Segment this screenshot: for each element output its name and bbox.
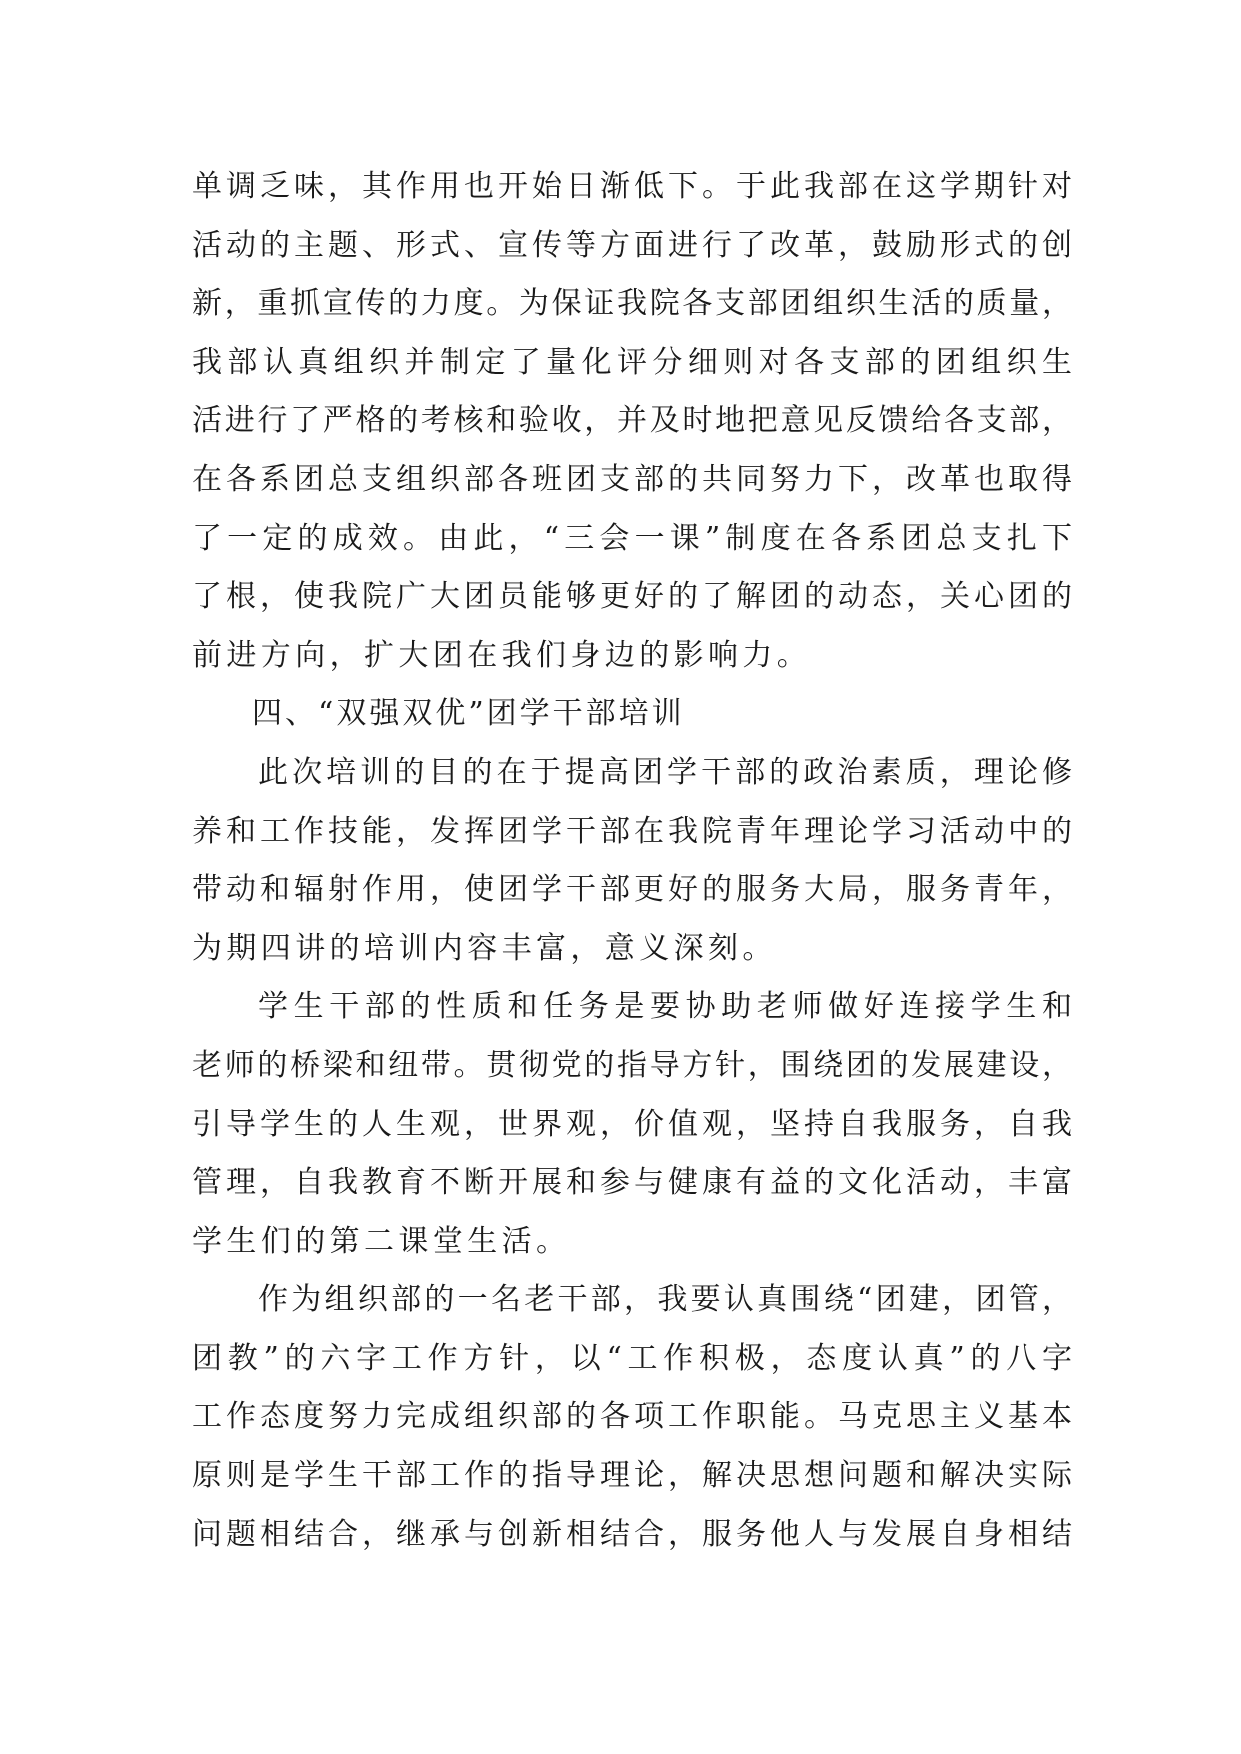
section-heading bbox=[192, 685, 1072, 744]
text-line: 活进行了严格的考核和验收，并及时地把意见反馈给各支部， bbox=[192, 403, 1072, 439]
text-line: 在各系团总支组织部各班团支部的共同努力下，改革也取得 bbox=[192, 461, 1072, 497]
text-line: 工作态度努力完成组织部的各项工作职能。马克思主义基本 bbox=[192, 1399, 1072, 1435]
paragraph bbox=[192, 744, 1072, 978]
text-line: 了一定的成效。由此，“三会一课”制度在各系团总支扎下 bbox=[192, 520, 1072, 556]
text-line: 引导学生的人生观，世界观，价值观，坚持自我服务，自我 bbox=[192, 1106, 1072, 1142]
text-line: 为期四讲的培训内容丰富，意义深刻。 bbox=[192, 930, 777, 966]
text-line: 了根，使我院广大团员能够更好的了解团的动态，关心团的 bbox=[192, 579, 1072, 615]
text-line: 问题相结合，继承与创新相结合，服务他人与发展自身相结 bbox=[192, 1516, 1072, 1552]
text-line: 此次培训的目的在于提高团学干部的政治素质，理论修 bbox=[258, 754, 1072, 790]
text-line: 学生干部的性质和任务是要协助老师做好连接学生和 bbox=[258, 989, 1072, 1025]
paragraph bbox=[192, 978, 1072, 1271]
paragraph bbox=[192, 1271, 1072, 1564]
text-line: 原则是学生干部工作的指导理论，解决思想问题和解决实际 bbox=[192, 1458, 1072, 1494]
document-body bbox=[192, 158, 1072, 1564]
text-line: 管理，自我教育不断开展和参与健康有益的文化活动，丰富 bbox=[192, 1165, 1072, 1201]
text-line: 带动和辐射作用，使团学干部更好的服务大局，服务青年， bbox=[192, 872, 1072, 908]
text-line: 作为组织部的一名老干部，我要认真围绕“团建，团管， bbox=[258, 1282, 1072, 1318]
text-line: 养和工作技能，发挥团学干部在我院青年理论学习活动中的 bbox=[192, 813, 1072, 849]
text-line: 单调乏味，其作用也开始日渐低下。于此我部在这学期针对 bbox=[192, 169, 1072, 204]
heading-line: 四、“双强双优”团学干部培训 bbox=[252, 696, 685, 732]
text-line: 新，重抓宣传的力度。为保证我院各支部团组织生活的质量， bbox=[192, 286, 1072, 322]
text-line: 我部认真组织并制定了量化评分细则对各支部的团组织生 bbox=[192, 344, 1072, 380]
text-line: 学生们的第二课堂生活。 bbox=[192, 1223, 571, 1259]
text-line: 团教”的六字工作方针，以“工作积极，态度认真”的八字 bbox=[192, 1340, 1072, 1376]
text-line: 活动的主题、形式、宣传等方面进行了改革，鼓励形式的创 bbox=[192, 227, 1072, 263]
text-line: 前进方向，扩大团在我们身边的影响力。 bbox=[192, 637, 812, 673]
paragraph bbox=[192, 158, 1072, 685]
text-line: 老师的桥梁和纽带。贯彻党的指导方针，围绕团的发展建设， bbox=[192, 1047, 1072, 1083]
